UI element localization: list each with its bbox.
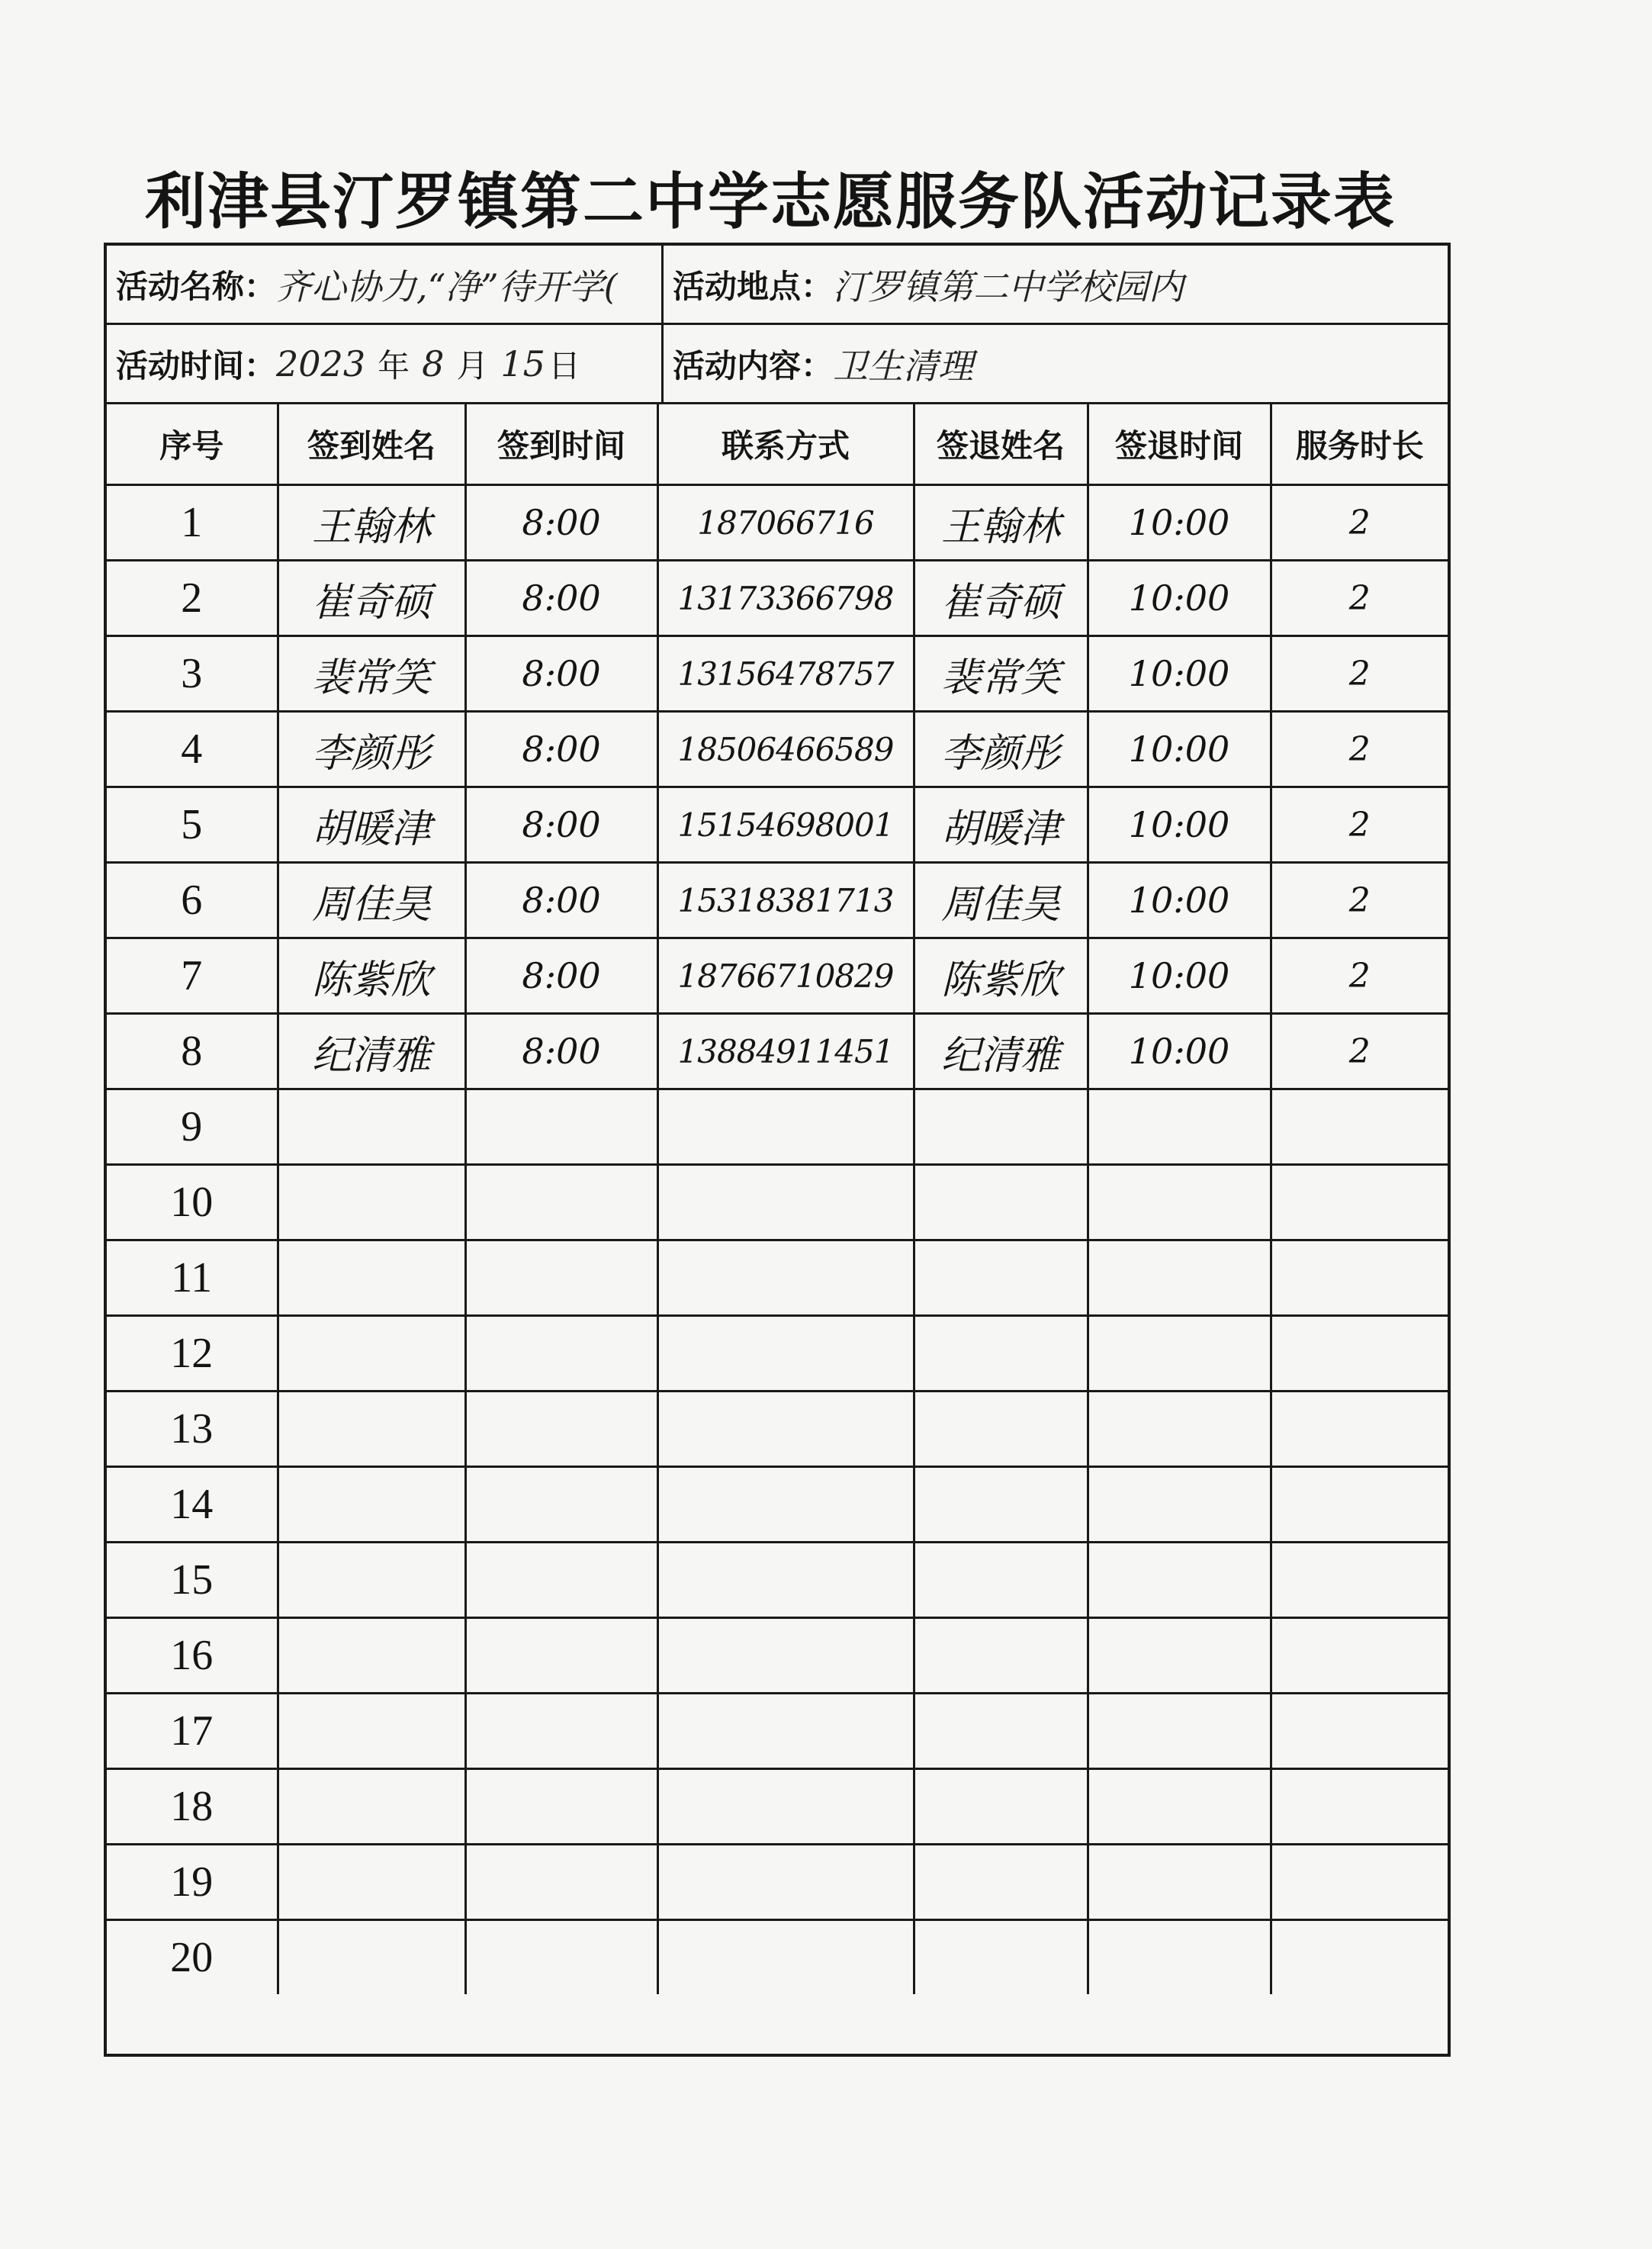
sign-in-time bbox=[465, 1392, 657, 1467]
row-number: 1 bbox=[107, 485, 278, 561]
table-row bbox=[107, 1845, 1448, 1920]
service-hours bbox=[1271, 1165, 1448, 1240]
month-unit: 月 bbox=[456, 346, 489, 384]
sign-in-time bbox=[465, 1165, 657, 1240]
sign-out-name bbox=[914, 1316, 1088, 1392]
sign-in-name: 裴常笑 bbox=[278, 636, 465, 712]
sign-in-time bbox=[465, 1694, 657, 1769]
sign-in-time: 8:00 bbox=[465, 485, 657, 561]
row-number: 4 bbox=[107, 712, 278, 787]
service-hours bbox=[1271, 1920, 1448, 1995]
contact-phone: 13173366798 bbox=[657, 561, 914, 636]
row-number: 13 bbox=[107, 1392, 278, 1467]
activity-time-cell bbox=[107, 325, 664, 402]
service-hours bbox=[1271, 1089, 1448, 1165]
sign-out-name bbox=[914, 1392, 1088, 1467]
sign-out-time: 10:00 bbox=[1088, 636, 1271, 712]
sign-in-name bbox=[278, 1618, 465, 1694]
sign-out-time: 10:00 bbox=[1088, 712, 1271, 787]
table-row bbox=[107, 712, 1448, 787]
sign-out-time bbox=[1088, 1089, 1271, 1165]
service-hours: 2 bbox=[1271, 712, 1448, 787]
activity-time-label: 活动时间： bbox=[116, 346, 277, 384]
service-hours bbox=[1271, 1316, 1448, 1392]
sign-in-time bbox=[465, 1543, 657, 1618]
table-row bbox=[107, 1014, 1448, 1089]
sign-out-name bbox=[914, 1543, 1088, 1618]
sign-in-time bbox=[465, 1920, 657, 1995]
sign-in-name bbox=[278, 1165, 465, 1240]
service-hours bbox=[1271, 1694, 1448, 1769]
sign-out-name bbox=[914, 1769, 1088, 1845]
row-number: 11 bbox=[107, 1240, 278, 1316]
contact-phone: 15154698001 bbox=[657, 787, 914, 863]
header-sign-out-name: 签退姓名 bbox=[914, 404, 1088, 485]
sign-in-name bbox=[278, 1240, 465, 1316]
contact-phone bbox=[657, 1316, 914, 1392]
row-number: 7 bbox=[107, 938, 278, 1014]
meta-row-name-location bbox=[107, 246, 1448, 325]
table-row bbox=[107, 1316, 1448, 1392]
sign-out-name: 陈紫欣 bbox=[914, 938, 1088, 1014]
sign-out-name bbox=[914, 1240, 1088, 1316]
sign-out-name bbox=[914, 1845, 1088, 1920]
sign-in-name bbox=[278, 1694, 465, 1769]
sign-out-name bbox=[914, 1467, 1088, 1543]
contact-phone: 18506466589 bbox=[657, 712, 914, 787]
sign-in-name: 王翰林 bbox=[278, 485, 465, 561]
sign-out-time bbox=[1088, 1769, 1271, 1845]
sign-in-time: 8:00 bbox=[465, 712, 657, 787]
sign-in-name bbox=[278, 1769, 465, 1845]
attendance-table bbox=[107, 404, 1448, 1994]
row-number: 17 bbox=[107, 1694, 278, 1769]
sign-out-time: 10:00 bbox=[1088, 561, 1271, 636]
table-row bbox=[107, 636, 1448, 712]
sign-out-time bbox=[1088, 1543, 1271, 1618]
sign-in-name bbox=[278, 1392, 465, 1467]
sign-out-time bbox=[1088, 1467, 1271, 1543]
service-hours bbox=[1271, 1769, 1448, 1845]
service-hours: 2 bbox=[1271, 485, 1448, 561]
sign-out-name: 王翰林 bbox=[914, 485, 1088, 561]
service-hours: 2 bbox=[1271, 787, 1448, 863]
sign-in-time: 8:00 bbox=[465, 938, 657, 1014]
header-contact: 联系方式 bbox=[657, 404, 914, 485]
row-number: 14 bbox=[107, 1467, 278, 1543]
row-number: 8 bbox=[107, 1014, 278, 1089]
contact-phone bbox=[657, 1769, 914, 1845]
contact-phone bbox=[657, 1618, 914, 1694]
sign-out-name: 纪清雅 bbox=[914, 1014, 1088, 1089]
contact-phone: 18766710829 bbox=[657, 938, 914, 1014]
contact-phone bbox=[657, 1543, 914, 1618]
sign-in-time bbox=[465, 1240, 657, 1316]
activity-location-label: 活动地点： bbox=[673, 267, 834, 305]
sign-in-time: 8:00 bbox=[465, 1014, 657, 1089]
row-number: 18 bbox=[107, 1769, 278, 1845]
sign-in-name bbox=[278, 1920, 465, 1995]
activity-location-value: 汀罗镇第二中学校园内 bbox=[833, 265, 1184, 307]
table-row bbox=[107, 1240, 1448, 1316]
activity-content-label: 活动内容： bbox=[673, 346, 834, 384]
sign-out-name bbox=[914, 1165, 1088, 1240]
row-number: 2 bbox=[107, 561, 278, 636]
sign-in-name: 胡暖津 bbox=[278, 787, 465, 863]
row-number: 16 bbox=[107, 1618, 278, 1694]
row-number: 12 bbox=[107, 1316, 278, 1392]
sign-out-time: 10:00 bbox=[1088, 485, 1271, 561]
activity-name-cell bbox=[107, 246, 664, 323]
sign-out-time bbox=[1088, 1165, 1271, 1240]
activity-content-value: 卫生清理 bbox=[833, 345, 974, 387]
table-row bbox=[107, 938, 1448, 1014]
sheet-title: 利津县汀罗镇第二中学志愿服务队活动记录表 bbox=[145, 166, 1396, 237]
sign-out-name: 裴常笑 bbox=[914, 636, 1088, 712]
sign-in-time: 8:00 bbox=[465, 787, 657, 863]
contact-phone bbox=[657, 1467, 914, 1543]
row-number: 5 bbox=[107, 787, 278, 863]
activity-name-label: 活动名称： bbox=[116, 267, 277, 305]
service-hours: 2 bbox=[1271, 561, 1448, 636]
sign-in-time bbox=[465, 1089, 657, 1165]
sign-in-time bbox=[465, 1769, 657, 1845]
service-hours bbox=[1271, 1543, 1448, 1618]
table-row bbox=[107, 485, 1448, 561]
sign-out-name bbox=[914, 1618, 1088, 1694]
table-row bbox=[107, 1392, 1448, 1467]
year-unit: 年 bbox=[378, 346, 410, 384]
sign-in-name: 陈紫欣 bbox=[278, 938, 465, 1014]
sign-in-time: 8:00 bbox=[465, 863, 657, 938]
service-hours: 2 bbox=[1271, 636, 1448, 712]
row-number: 15 bbox=[107, 1543, 278, 1618]
service-hours bbox=[1271, 1845, 1448, 1920]
row-number: 19 bbox=[107, 1845, 278, 1920]
contact-phone: 13884911451 bbox=[657, 1014, 914, 1089]
sign-out-time bbox=[1088, 1845, 1271, 1920]
header-sign-in-name: 签到姓名 bbox=[278, 404, 465, 485]
sign-in-time bbox=[465, 1467, 657, 1543]
service-hours bbox=[1271, 1618, 1448, 1694]
table-row bbox=[107, 1089, 1448, 1165]
meta-row-time-content bbox=[107, 325, 1448, 404]
table-row bbox=[107, 1467, 1448, 1543]
table-row bbox=[107, 1618, 1448, 1694]
activity-year: 2023 bbox=[276, 343, 366, 384]
sign-out-time bbox=[1088, 1694, 1271, 1769]
table-header-row bbox=[107, 404, 1448, 485]
activity-content-cell bbox=[664, 325, 1449, 402]
sign-out-time bbox=[1088, 1920, 1271, 1995]
record-form bbox=[104, 243, 1451, 2057]
service-hours bbox=[1271, 1240, 1448, 1316]
sign-in-name: 纪清雅 bbox=[278, 1014, 465, 1089]
service-hours bbox=[1271, 1392, 1448, 1467]
contact-phone bbox=[657, 1392, 914, 1467]
sign-out-name bbox=[914, 1694, 1088, 1769]
activity-month: 8 bbox=[422, 343, 445, 384]
service-hours: 2 bbox=[1271, 1014, 1448, 1089]
sign-out-time: 10:00 bbox=[1088, 863, 1271, 938]
service-hours bbox=[1271, 1467, 1448, 1543]
header-sign-out-time: 签退时间 bbox=[1088, 404, 1271, 485]
sign-in-name bbox=[278, 1467, 465, 1543]
sign-out-time: 10:00 bbox=[1088, 938, 1271, 1014]
table-row bbox=[107, 1165, 1448, 1240]
service-hours: 2 bbox=[1271, 938, 1448, 1014]
row-number: 10 bbox=[107, 1165, 278, 1240]
sign-out-time: 10:00 bbox=[1088, 1014, 1271, 1089]
contact-phone bbox=[657, 1165, 914, 1240]
contact-phone bbox=[657, 1694, 914, 1769]
sign-out-name: 李颜彤 bbox=[914, 712, 1088, 787]
table-row bbox=[107, 1543, 1448, 1618]
sign-in-time bbox=[465, 1316, 657, 1392]
header-sign-in-time: 签到时间 bbox=[465, 404, 657, 485]
sign-in-time bbox=[465, 1618, 657, 1694]
contact-phone bbox=[657, 1845, 914, 1920]
sign-in-time bbox=[465, 1845, 657, 1920]
sign-in-time: 8:00 bbox=[465, 561, 657, 636]
sign-out-name: 崔奇硕 bbox=[914, 561, 1088, 636]
table-row bbox=[107, 787, 1448, 863]
header-no: 序号 bbox=[107, 404, 278, 485]
sign-out-time bbox=[1088, 1618, 1271, 1694]
row-number: 20 bbox=[107, 1920, 278, 1995]
contact-phone bbox=[657, 1089, 914, 1165]
sign-in-name: 崔奇硕 bbox=[278, 561, 465, 636]
contact-phone: 13156478757 bbox=[657, 636, 914, 712]
sign-in-name bbox=[278, 1845, 465, 1920]
service-hours: 2 bbox=[1271, 863, 1448, 938]
contact-phone: 15318381713 bbox=[657, 863, 914, 938]
activity-day: 15 bbox=[500, 343, 545, 384]
activity-name-value: 齐心协力,“净”待开学( bbox=[276, 265, 618, 307]
sign-in-name: 周佳昊 bbox=[278, 863, 465, 938]
activity-location-cell bbox=[664, 246, 1449, 323]
contact-phone bbox=[657, 1240, 914, 1316]
table-row bbox=[107, 561, 1448, 636]
table-row bbox=[107, 1769, 1448, 1845]
header-service-hours: 服务时长 bbox=[1271, 404, 1448, 485]
table-row bbox=[107, 1920, 1448, 1995]
table-row bbox=[107, 1694, 1448, 1769]
sign-out-time bbox=[1088, 1316, 1271, 1392]
contact-phone: 187066716 bbox=[657, 485, 914, 561]
sign-out-time: 10:00 bbox=[1088, 787, 1271, 863]
row-number: 3 bbox=[107, 636, 278, 712]
contact-phone bbox=[657, 1920, 914, 1995]
sign-out-name: 周佳昊 bbox=[914, 863, 1088, 938]
sign-in-name: 李颜彤 bbox=[278, 712, 465, 787]
sign-out-name bbox=[914, 1920, 1088, 1995]
sign-in-time: 8:00 bbox=[465, 636, 657, 712]
sign-out-time bbox=[1088, 1240, 1271, 1316]
sign-in-name bbox=[278, 1543, 465, 1618]
sign-out-name bbox=[914, 1089, 1088, 1165]
sign-out-name: 胡暖津 bbox=[914, 787, 1088, 863]
table-row bbox=[107, 863, 1448, 938]
row-number: 6 bbox=[107, 863, 278, 938]
day-unit: 日 bbox=[548, 346, 580, 384]
sign-in-name bbox=[278, 1089, 465, 1165]
row-number: 9 bbox=[107, 1089, 278, 1165]
sign-in-name bbox=[278, 1316, 465, 1392]
sign-out-time bbox=[1088, 1392, 1271, 1467]
